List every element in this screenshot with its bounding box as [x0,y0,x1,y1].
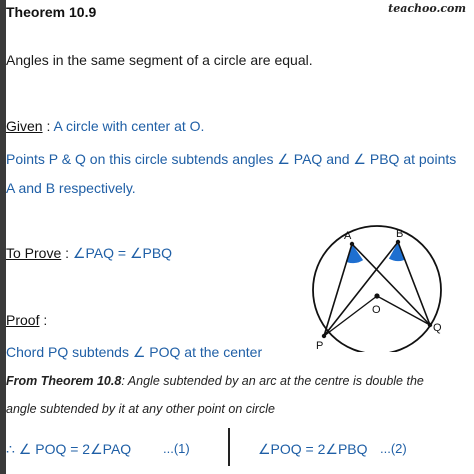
label-b: B [396,228,404,240]
from-theorem-line2 [6,402,275,416]
points-text-line2: A and B respectively. [6,180,136,196]
equation-1: ∴ ∠ POQ = 2∠PAQ [6,441,132,457]
point-q [428,323,432,327]
from-theorem-line1 [6,374,424,388]
to-prove-line [6,245,172,262]
point-o [374,293,379,298]
equation-2: ∠POQ = 2∠PBQ [258,441,368,457]
segment-ap [324,244,352,336]
equation-divider [228,428,230,466]
point-a [350,242,354,246]
theorem-title: Theorem 10.9 [6,4,97,20]
given-text: A circle with center at O. [53,118,205,134]
watermark-logo: teachoo.com [388,2,466,15]
circle-diagram [300,222,450,352]
segment-oq [377,296,430,325]
circle-outline [313,226,441,352]
from-theorem-reference: From Theorem 10.8 [6,374,122,388]
label-a: A [344,230,352,242]
to-prove-text: ∠PAQ = ∠PBQ [72,245,173,261]
chord-statement: Chord PQ subtends ∠ POQ at the center [6,344,263,360]
proof-separator: : [39,312,48,328]
from-theorem-text: : Angle subtended by an arc at the centre is double the [121,374,424,388]
given-label: Given [6,118,43,134]
proof-label: Proof [6,312,40,328]
given-line [6,118,204,134]
theorem-statement: Angles in the same segment of a circle are equal. [6,52,313,68]
point-b [396,240,400,244]
label-p: P [316,340,324,352]
proof-line [6,312,47,328]
given-separator: : [42,118,54,134]
equation-2-ref: ...(2) [380,441,407,456]
to-prove-separator: : [61,245,73,261]
equation-1-ref: ...(1) [163,441,190,456]
point-p [322,334,326,338]
segment-bp [324,242,398,336]
segment-bq [398,242,430,325]
from-theorem-text-continued: angle subtended by it at any other point on circle [6,402,275,416]
label-o: O [372,304,381,316]
label-q: Q [433,322,442,334]
points-text-line1: Points P & Q on this circle subtends angles ∠ PAQ and ∠ PBQ at points [6,151,457,167]
to-prove-label: To Prove [6,245,62,261]
